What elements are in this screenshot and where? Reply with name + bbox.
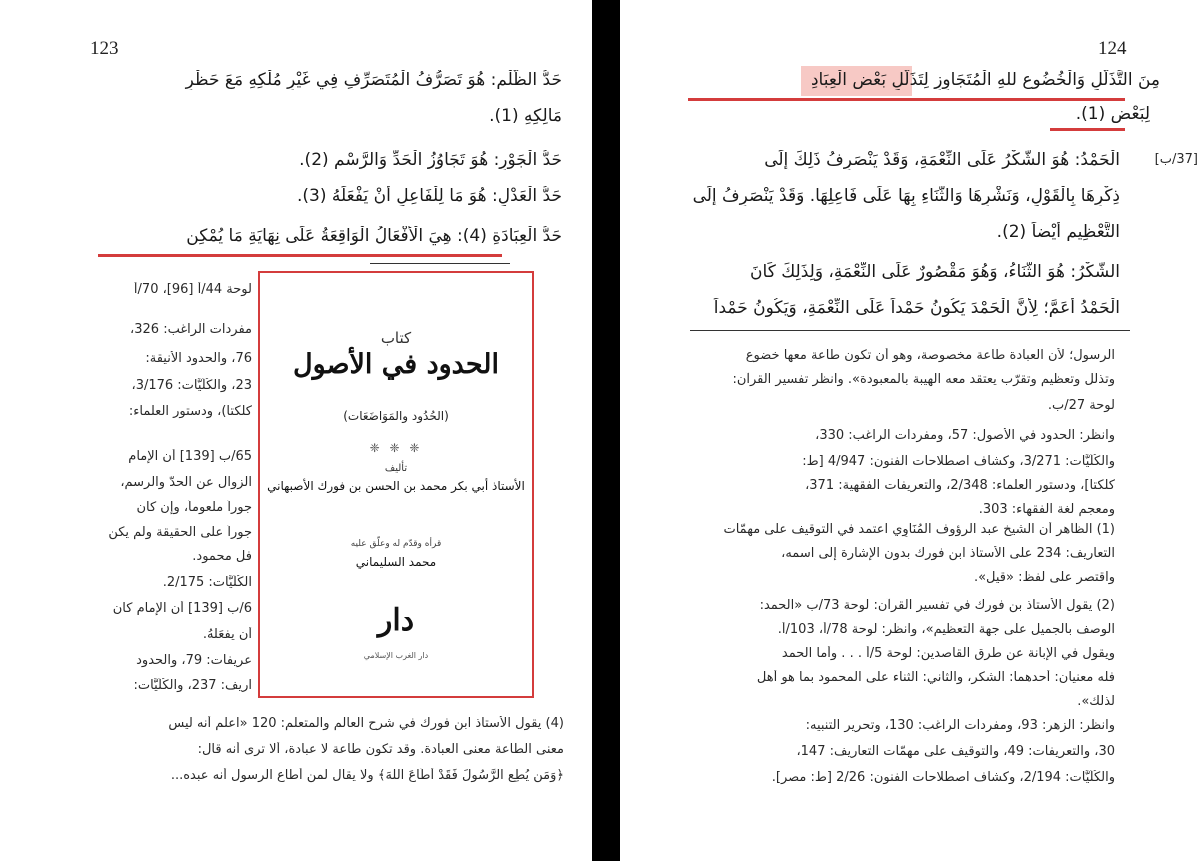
page-number: 124: [1098, 38, 1127, 59]
footnote-line: الوصف بالجميل على جهة التعظيم»، وانظر: لوحة 78/أ، 103/أ.: [777, 622, 1115, 637]
footnote-line: ومعجم لغة الفقهاء: 303.: [978, 502, 1115, 517]
cover-subtitle: (الحُدُود والمَوَاضَعَات): [343, 409, 449, 423]
left-page: [0, 0, 592, 861]
footnote-line: فل محمود.: [192, 549, 252, 564]
footnote-line: الكُلِّيَّات: 2/175.: [162, 575, 252, 590]
text-line: مِنَ التَّذَلُّلِ وَالْخُضُوعِ للهِ الْمُتَجَاوِزِ لِتَذَلُّلِ بَعْضِ الْعِبَادِ: [810, 70, 1160, 90]
book-cover-image: [258, 271, 534, 698]
text-line: الشُّكْرُ: هُوَ الثَّنَاءُ، وَهُوَ مَقْصُورٌ عَلَى النِّعْمَةِ، وَلِذَلِكَ كَانَ: [750, 262, 1120, 282]
margin-reference: [37/ب]: [1154, 152, 1198, 167]
footnote-line: كلكتا)، ودستور العلماء:: [128, 404, 252, 419]
footnote-line: 6/ب [139] أن الإمام كان: [112, 601, 252, 616]
right-page: [620, 0, 1200, 861]
footnote-line: والكُلِّيَّات: 2/194، وكشاف اصطلاحات الفنون: 2/26 [ط: مصر].: [771, 770, 1115, 785]
page-gutter: [592, 0, 620, 861]
footnote-line: اريف: 237، والكُلِّيَّات:: [133, 678, 252, 693]
footnote-line: وانظر: الزهر: 93، ومفردات الراغب: 130، وتحرير التنبيه:: [805, 718, 1115, 733]
footnote-line: 23، والكُلِّيَّات: 3/176،: [131, 378, 252, 393]
footnote-line: عريفات: 79، والحدود: [136, 653, 252, 668]
footnote-line: فله معنيان: أحدهما: الشكر، والثاني: الثناء على المحمود بما هو أهل: [756, 670, 1115, 685]
text-line: التَّعْظِيمِ أَيْضاً (2).: [996, 222, 1120, 242]
footnote-line: الرسول؛ لأن العبادة طاعة مخصوصة، وهو أن تكون طاعة معها خضوع: [745, 348, 1115, 363]
text-line: ذِكْرِهَا بِالْقَوْلِ، وَنَشْرِهَا وَالثَّنَاءِ بِهَا عَلَى فَاعِلِهَا. وَقَدْ يَنْصَرِفُ إِلَى: [692, 186, 1120, 206]
cover-editor: محمد السليماني: [355, 555, 437, 569]
text-line: مَالِكِهِ (1).: [489, 106, 562, 126]
footnote-line: واقتصر على لفظ: «قيل».: [973, 570, 1115, 585]
cover-ornament: ❈ ❈ ❈: [369, 441, 423, 455]
footnote-line: 65/ب [139] أن الإمام: [128, 449, 252, 464]
cover-publisher: دار الغرب الإسلامي: [363, 651, 429, 660]
text-line: حَدُّ الْعِبَادَةِ (4): هِيَ الْأَفْعَالُ الْوَاقِعَةُ عَلَى نِهَايَةِ مَا يُمْكِن: [186, 226, 562, 246]
footnote-line: الزوال عن الحدّ والرسم،: [120, 475, 252, 490]
publisher-logo-icon: دار: [377, 603, 415, 638]
footnote-line: لوحة 27/ب.: [1047, 398, 1115, 413]
footnote-line: مفردات الراغب: 326،: [130, 322, 252, 337]
footnote-line: (2) يقول الأستاذ بن فورك في تفسير القرآن: لوحة 73/ب «الحمد:: [759, 598, 1115, 613]
red-underline: [1050, 128, 1125, 131]
footnote-line: (4) يقول الأستاذ ابن فورك في شرح العالم والمتعلم: 120 «اعلم أنه ليس: [168, 716, 564, 731]
footnote-line: التعاريف: 234 على الأستاذ ابن فورك بدون الإشارة إلى اسمه،: [781, 546, 1115, 561]
footnote-line: جوراً على الحقيقة ولم يكن: [108, 525, 252, 540]
text-line: لِبَعْضٍ (1).: [1075, 104, 1150, 124]
text-line: حَدُّ الْعَدْلِ: هُوَ مَا لِلْفَاعِلِ أَنْ يَفْعَلَهُ (3).: [297, 186, 562, 206]
text-line: حَدُّ الظُّلْمِ: هُوَ تَصَرُّفُ الْمُتَصَرِّفِ فِي غَيْرِ مُلْكِهِ مَعَ حَظْرِ: [185, 70, 562, 90]
cover-title: الحدود في الأصول: [293, 349, 499, 380]
footnote-line: كلكتا]، ودستور العلماء: 2/348، والتعريفات الفقهية: 371،: [805, 478, 1115, 493]
footnote-line: لوحة 44/أ [96]، 70/أ: [133, 282, 252, 297]
footnote-line: (1) الظاهر أن الشيخ عبد الرؤوف المُنَاوِي اعتمد في التوقيف على مهمّات: [723, 522, 1115, 537]
footnote-line: وتذلل وتعظيم وتقرّب يعتقد معه الهيبة بالمعبودة». وانظر تفسير القرآن:: [732, 372, 1115, 387]
footnote-line: لذلك».: [1077, 694, 1115, 709]
footnote-separator: [690, 330, 1130, 331]
footnote-line: جوراً ملعوماً، وإن كان: [136, 500, 252, 515]
text-line: الْحَمْدُ أَعَمَّ؛ لِأَنَّ الْحَمْدَ يَكُونُ حَمْداً عَلَى النِّعْمَةِ، وَيَكُونُ حَمْداً: [713, 298, 1120, 318]
cover-author: الأستاذ أبي بكر محمد بن الحسن بن فورك الأصبهاني: [267, 479, 525, 493]
cover-kitab-label: كتاب: [380, 329, 412, 347]
text-line: الْحَمْدُ: هُوَ الشُّكْرُ عَلَى النِّعْمَةِ، وَقَدْ يَنْصَرِفُ ذَلِكَ إِلَى: [764, 150, 1120, 170]
footnote-separator: [370, 263, 510, 264]
footnote-line: والكُلِّيَّات: 3/271، وكشاف اصطلاحات الفنون: 4/947 [ط:: [802, 454, 1115, 469]
footnote-line: وانظر: الحدود في الأصول: 57، ومفردات الراغب: 330،: [815, 428, 1115, 443]
red-underline: [98, 254, 502, 257]
red-underline: [688, 98, 1125, 101]
cover-editor-label: قرأه وقدّم له وعلّق عليه: [350, 539, 442, 549]
footnote-line: ويقول في الإبانة عن طرق القاصدين: لوحة 5/أ . . . وأما الحمد: [781, 646, 1115, 661]
footnote-line: 76، والحدود الأنيقة:: [145, 351, 252, 366]
text-line: حَدُّ الْجَوْرِ: هُوَ تَجَاوُزُ الْحَدِّ وَالرَّسْمِ (2).: [299, 150, 562, 170]
cover-by-label: تأليف: [384, 463, 408, 474]
footnote-line: معنى الطاعة معنى العبادة. وقد تكون طاعة لا عبادة، ألا ترى أنه قال:: [197, 742, 564, 757]
footnote-line: أن يفعَلهُ.: [202, 627, 252, 642]
footnote-line: ﴿وَمَن يُطِعِ الرَّسُولَ فَقَدْ أَطَاعَ اللَّهَ﴾ ولا يقال لمن أطاع الرسول أنه عبده...: [170, 768, 564, 783]
page-number: 123: [90, 38, 119, 59]
footnote-line: 30، والتعريفات: 49، والتوقيف على مهمّات التعاريف: 147،: [796, 744, 1115, 759]
